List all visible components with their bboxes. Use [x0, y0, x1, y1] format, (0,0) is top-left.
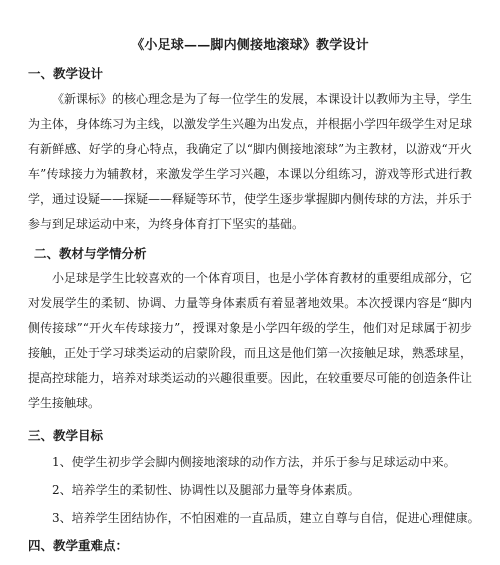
section-heading-keypoints: 四、教学重难点： [28, 538, 129, 553]
section-body-design: 《新课标》的核心理念是为了每一位学生的发展，本课设计以教师为主导，学生为主体，身体练习为主线，以激发学生兴趣为出发点，并根据小学四年级学生对足球有新鲜感、好学的身心特点，我确定了以“脚内侧接地滚球”为主教材，以游戏“开火车”传球接力为辅教材，来激发学生学习兴趣，本课以分组练习，游戏等形式进行教学，通过设疑——探疑——释疑等环节，使学生逐步掌握脚内侧传球的方法，并乐于参与到足球运动中来，为终身体育打下坚实的基础。 [28, 92, 473, 231]
section-heading-analysis: 二、教材与学情分析 [34, 246, 147, 261]
goal-item-3: 3、培养学生团结协作，不怕困难的一直品质，建立自尊与自信，促进心理健康。 [52, 511, 480, 525]
section-heading-design: 一、教学设计 [28, 66, 104, 81]
goal-item-2: 2、培养学生的柔韧性、协调性以及腿部力量等身体素质。 [52, 483, 360, 497]
goal-item-1: 1、使学生初步学会脚内侧接地滚球的动作方法，并乐于参与足球运动中来。 [52, 455, 456, 469]
section-body-analysis: 小足球是学生比较喜欢的一个体育项目，也是小学体育教材的重要组成部分，它对发展学生的柔韧、协调、力量等身体素质有着显著地效果。本次授课内容是“脚内侧传接球”“开火车传球接力”，授课对象是小学四年级的学生，他们对足球属于初步接触，正处于学习球类运动的启蒙阶段，而且这是他们第一次接触足球，熟悉球星，提高控球能力，培养对球类运动的兴趣很重要。因此，在较重要尽可能的创造条件让学生接触球。 [28, 271, 473, 410]
document-title: 《小足球——脚内侧接地滚球》教学设计 [131, 38, 369, 53]
section-heading-goals: 三、教学目标 [28, 428, 104, 443]
